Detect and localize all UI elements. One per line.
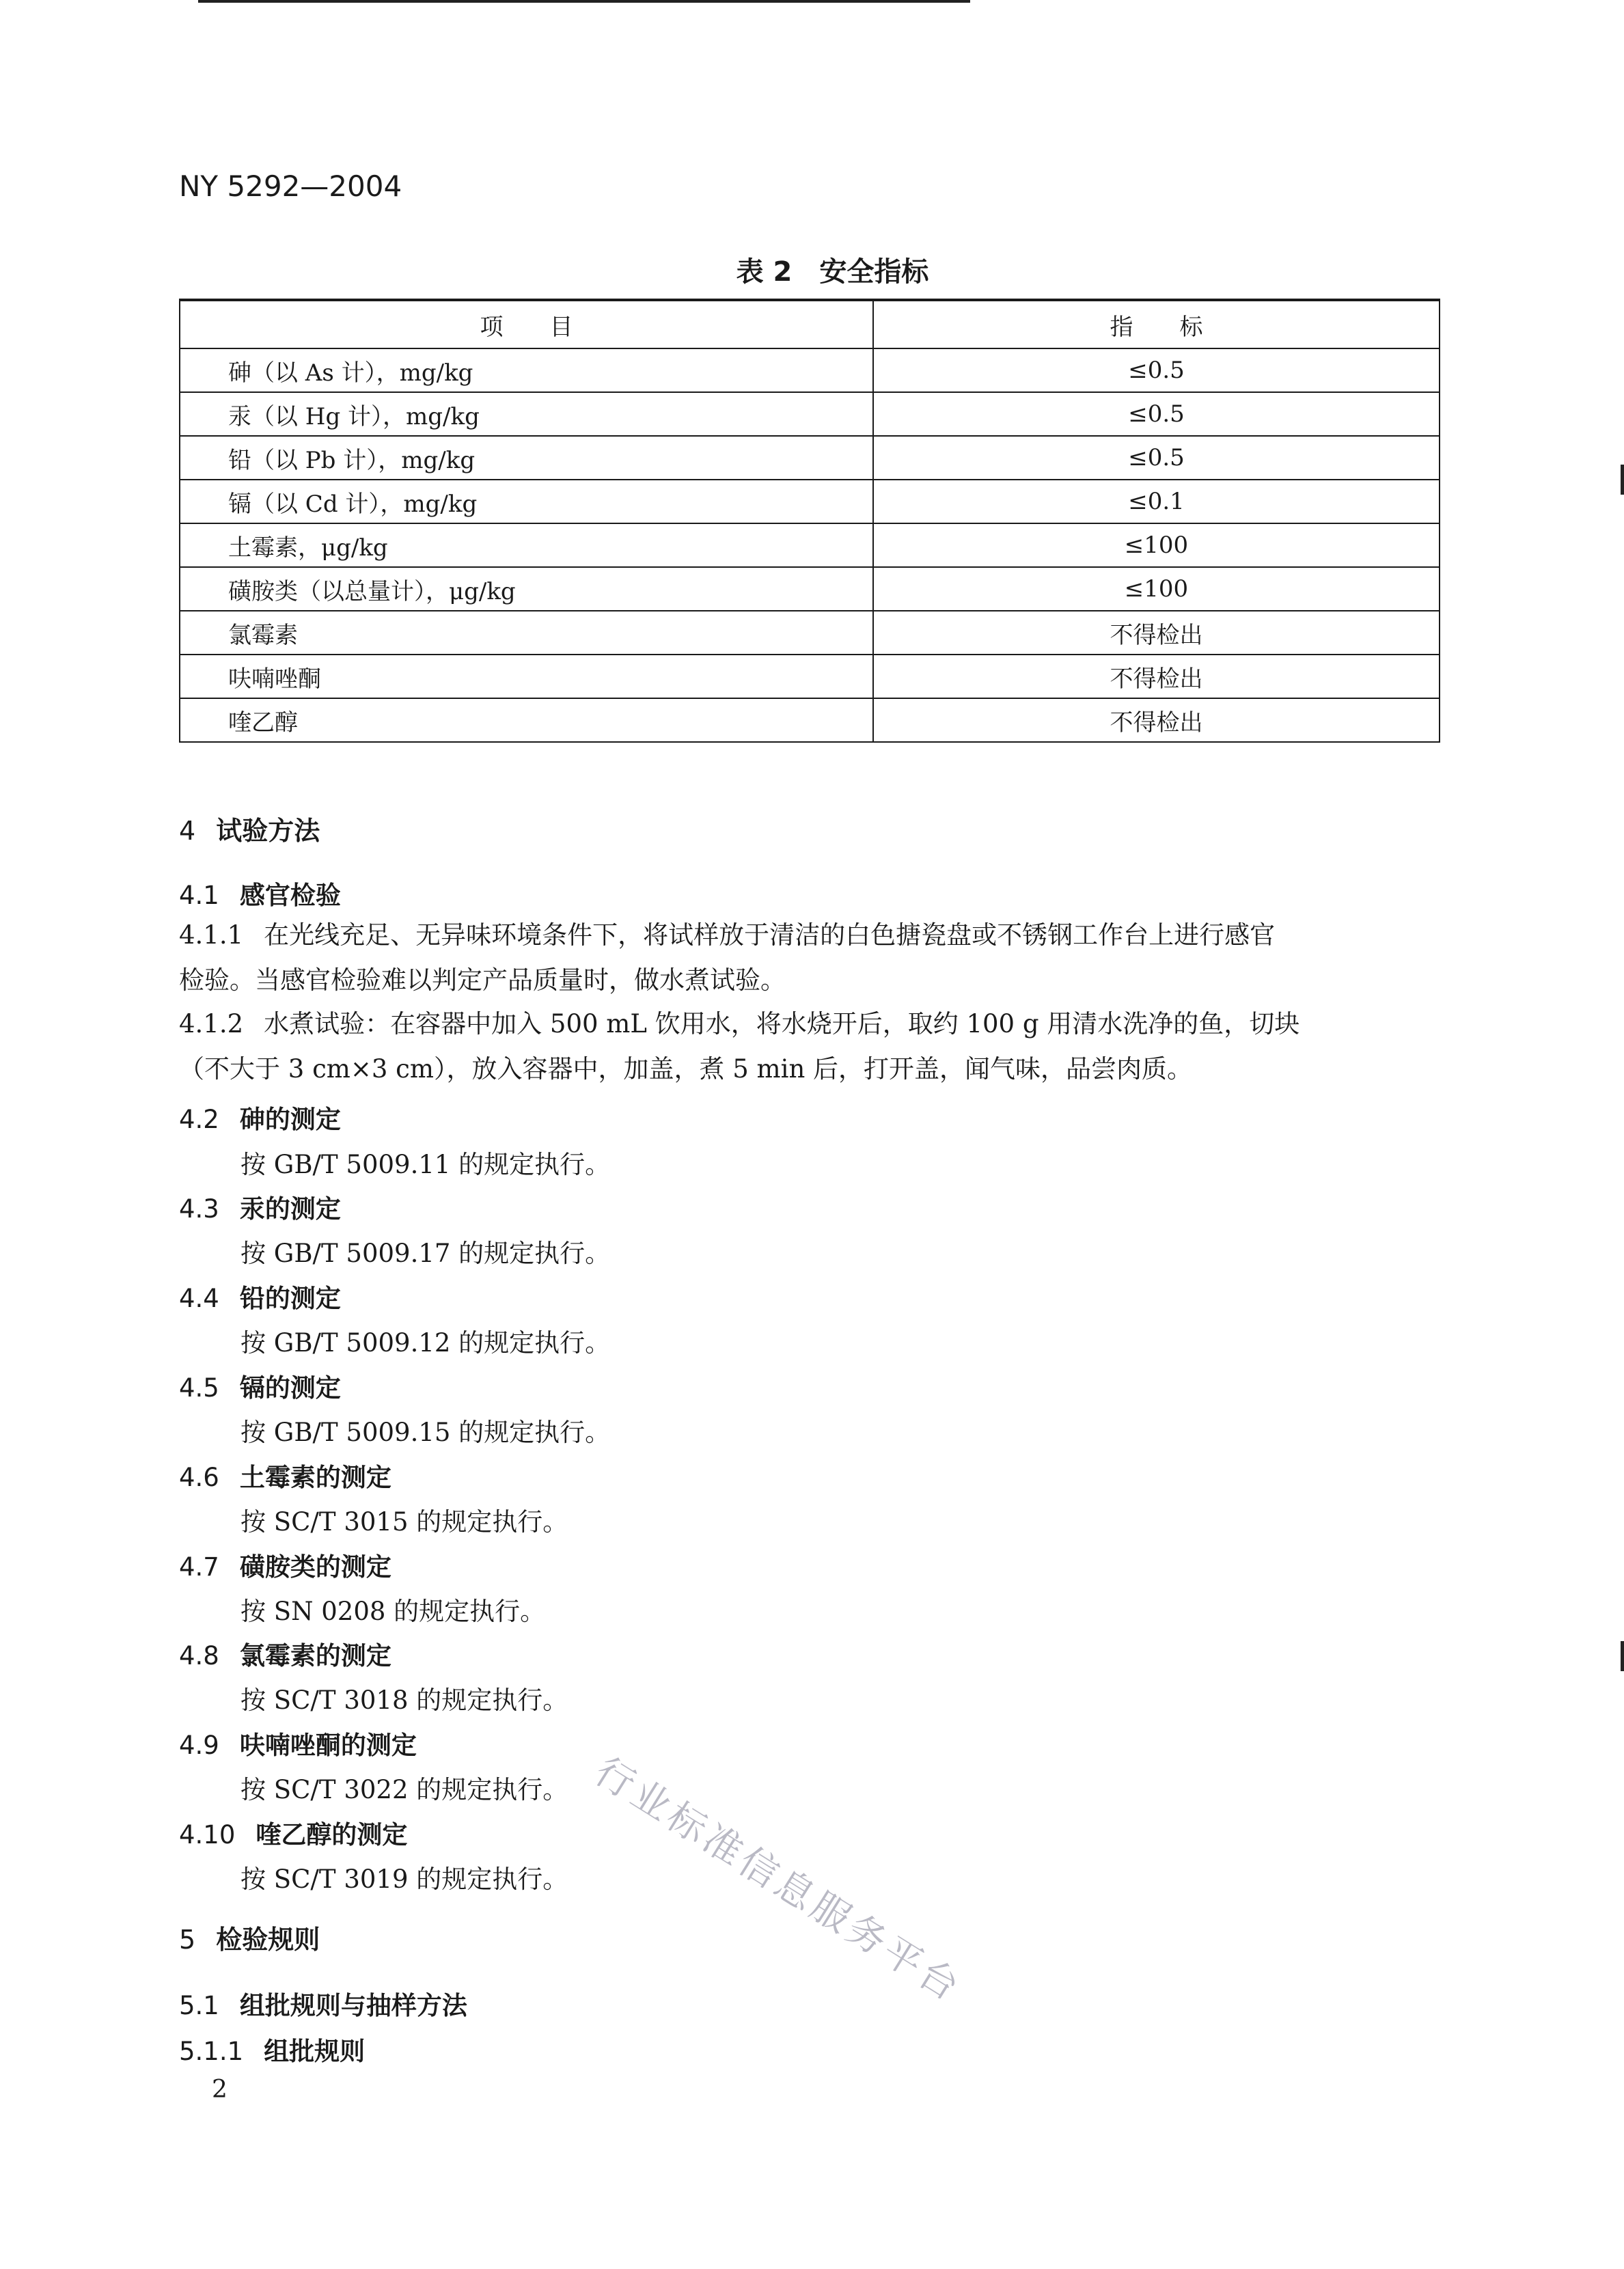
row-value: 不得检出	[873, 698, 1440, 742]
section-title: 感官检验	[239, 881, 341, 910]
row-value: 不得检出	[873, 611, 1440, 655]
row-item: 铅（以 Pb 计），mg/kg	[180, 436, 873, 480]
method-text: 按 SC/T 3019 的规定执行。	[240, 1865, 568, 1894]
method-title: 呋喃唑酮的测定	[239, 1731, 417, 1760]
table-row	[180, 480, 1440, 523]
section-5-heading	[179, 1919, 320, 1956]
row-value: 不得检出	[873, 655, 1440, 698]
row-item: 磺胺类（以总量计），μg/kg	[180, 567, 873, 611]
clause-text-line: （不大于 3 cm×3 cm），放入容器中，加盖，煮 5 min 后，打开盖，闻气味，品尝肉质。	[179, 1054, 1193, 1084]
row-item: 砷（以 As 计），mg/kg	[180, 348, 873, 392]
method-title: 喹乙醇的测定	[256, 1820, 408, 1849]
method-title: 铅的测定	[239, 1284, 341, 1313]
row-item: 喹乙醇	[180, 698, 873, 742]
method-text: 按 GB/T 5009.11 的规定执行。	[240, 1150, 611, 1179]
method-title: 汞的测定	[239, 1194, 341, 1224]
row-value: ≤100	[873, 523, 1440, 567]
row-item: 氯霉素	[180, 611, 873, 655]
method-heading	[179, 1546, 391, 1583]
method-text: 按 SC/T 3015 的规定执行。	[240, 1507, 568, 1537]
method-title: 砷的测定	[239, 1105, 341, 1134]
clause-text-line: 水煮试验：在容器中加入 500 mL 饮用水，将水烧开后，取约 100 g 用清水洗净的鱼，切块	[264, 1009, 1300, 1039]
table-row	[180, 655, 1440, 698]
page-number: 2	[212, 2076, 228, 2104]
top-rule	[198, 0, 970, 3]
section-5-1-1-heading	[179, 2031, 365, 2067]
watermark: 行业标准信息服务平台	[587, 1749, 970, 2011]
method-number: 4.6	[179, 1463, 219, 1492]
table-caption: 表 2 安全指标	[736, 256, 929, 288]
method-text: 按 SC/T 3022 的规定执行。	[240, 1775, 568, 1804]
method-heading	[179, 1457, 391, 1494]
table-header-row	[180, 300, 1440, 348]
method-text: 按 GB/T 5009.12 的规定执行。	[240, 1328, 611, 1358]
paragraph-4-1-1	[179, 913, 1275, 1003]
clause-number: 4.1.1	[179, 920, 244, 950]
section-number: 4.1	[179, 881, 219, 910]
row-value: ≤0.5	[873, 392, 1440, 436]
method-heading	[179, 1724, 417, 1761]
clause-text-line: 检验。当感官检验难以判定产品质量时，做水煮试验。	[179, 965, 786, 995]
method-heading	[179, 1635, 391, 1672]
scan-edge-mark	[1621, 465, 1624, 495]
method-title: 氯霉素的测定	[239, 1641, 391, 1670]
method-title: 土霉素的测定	[239, 1463, 391, 1492]
method-number: 4.3	[179, 1194, 219, 1224]
column-header-indicator: 指 标	[873, 300, 1440, 348]
row-item: 镉（以 Cd 计），mg/kg	[180, 480, 873, 523]
clause-text-line: 在光线充足、无异味环境条件下，将试样放于清洁的白色搪瓷盘或不锈钢工作台上进行感官	[264, 920, 1276, 950]
row-item: 土霉素，μg/kg	[180, 523, 873, 567]
method-title: 镉的测定	[239, 1373, 341, 1403]
column-header-item: 项 目	[180, 300, 873, 348]
method-number: 4.9	[179, 1731, 219, 1760]
section-title: 检验规则	[216, 1925, 320, 1955]
section-number: 4	[179, 816, 196, 846]
section-number: 5.1.1	[179, 2037, 244, 2066]
method-text: 按 GB/T 5009.15 的规定执行。	[240, 1418, 611, 1447]
row-value: ≤0.1	[873, 480, 1440, 523]
method-number: 4.4	[179, 1284, 219, 1313]
safety-indicator-table	[179, 299, 1440, 743]
section-4-heading	[179, 810, 320, 847]
section-number: 5	[179, 1925, 196, 1955]
section-5-1-heading	[179, 1985, 467, 2022]
method-text: 按 SC/T 3018 的规定执行。	[240, 1686, 568, 1715]
row-value: ≤0.5	[873, 436, 1440, 480]
method-text: 按 GB/T 5009.17 的规定执行。	[240, 1239, 611, 1268]
clause-number: 4.1.2	[179, 1009, 244, 1039]
section-number: 5.1	[179, 1991, 219, 2020]
table-row	[180, 348, 1440, 392]
paragraph-4-1-2	[179, 1002, 1299, 1092]
table-row	[180, 698, 1440, 742]
table-row	[180, 567, 1440, 611]
method-number: 4.2	[179, 1105, 219, 1134]
method-number: 4.7	[179, 1552, 219, 1582]
table-row	[180, 436, 1440, 480]
standard-code: NY 5292—2004	[179, 169, 402, 203]
table-row	[180, 523, 1440, 567]
method-heading	[179, 1278, 341, 1315]
section-title: 试验方法	[216, 816, 320, 846]
section-title: 组批规则	[264, 2037, 366, 2066]
method-number: 4.5	[179, 1373, 219, 1403]
row-item: 呋喃唑酮	[180, 655, 873, 698]
method-text: 按 SN 0208 的规定执行。	[240, 1597, 546, 1626]
table-row	[180, 611, 1440, 655]
table-row	[180, 392, 1440, 436]
method-heading	[179, 1099, 341, 1136]
method-heading	[179, 1188, 341, 1225]
row-value: ≤100	[873, 567, 1440, 611]
method-number: 4.8	[179, 1641, 219, 1670]
section-4-1-heading	[179, 875, 341, 911]
method-heading	[179, 1814, 407, 1851]
row-item: 汞（以 Hg 计），mg/kg	[180, 392, 873, 436]
method-heading	[179, 1367, 341, 1404]
method-number: 4.10	[179, 1820, 236, 1849]
method-title: 磺胺类的测定	[239, 1552, 391, 1582]
scan-edge-mark	[1621, 1641, 1624, 1671]
row-value: ≤0.5	[873, 348, 1440, 392]
section-title: 组批规则与抽样方法	[239, 1991, 467, 2020]
